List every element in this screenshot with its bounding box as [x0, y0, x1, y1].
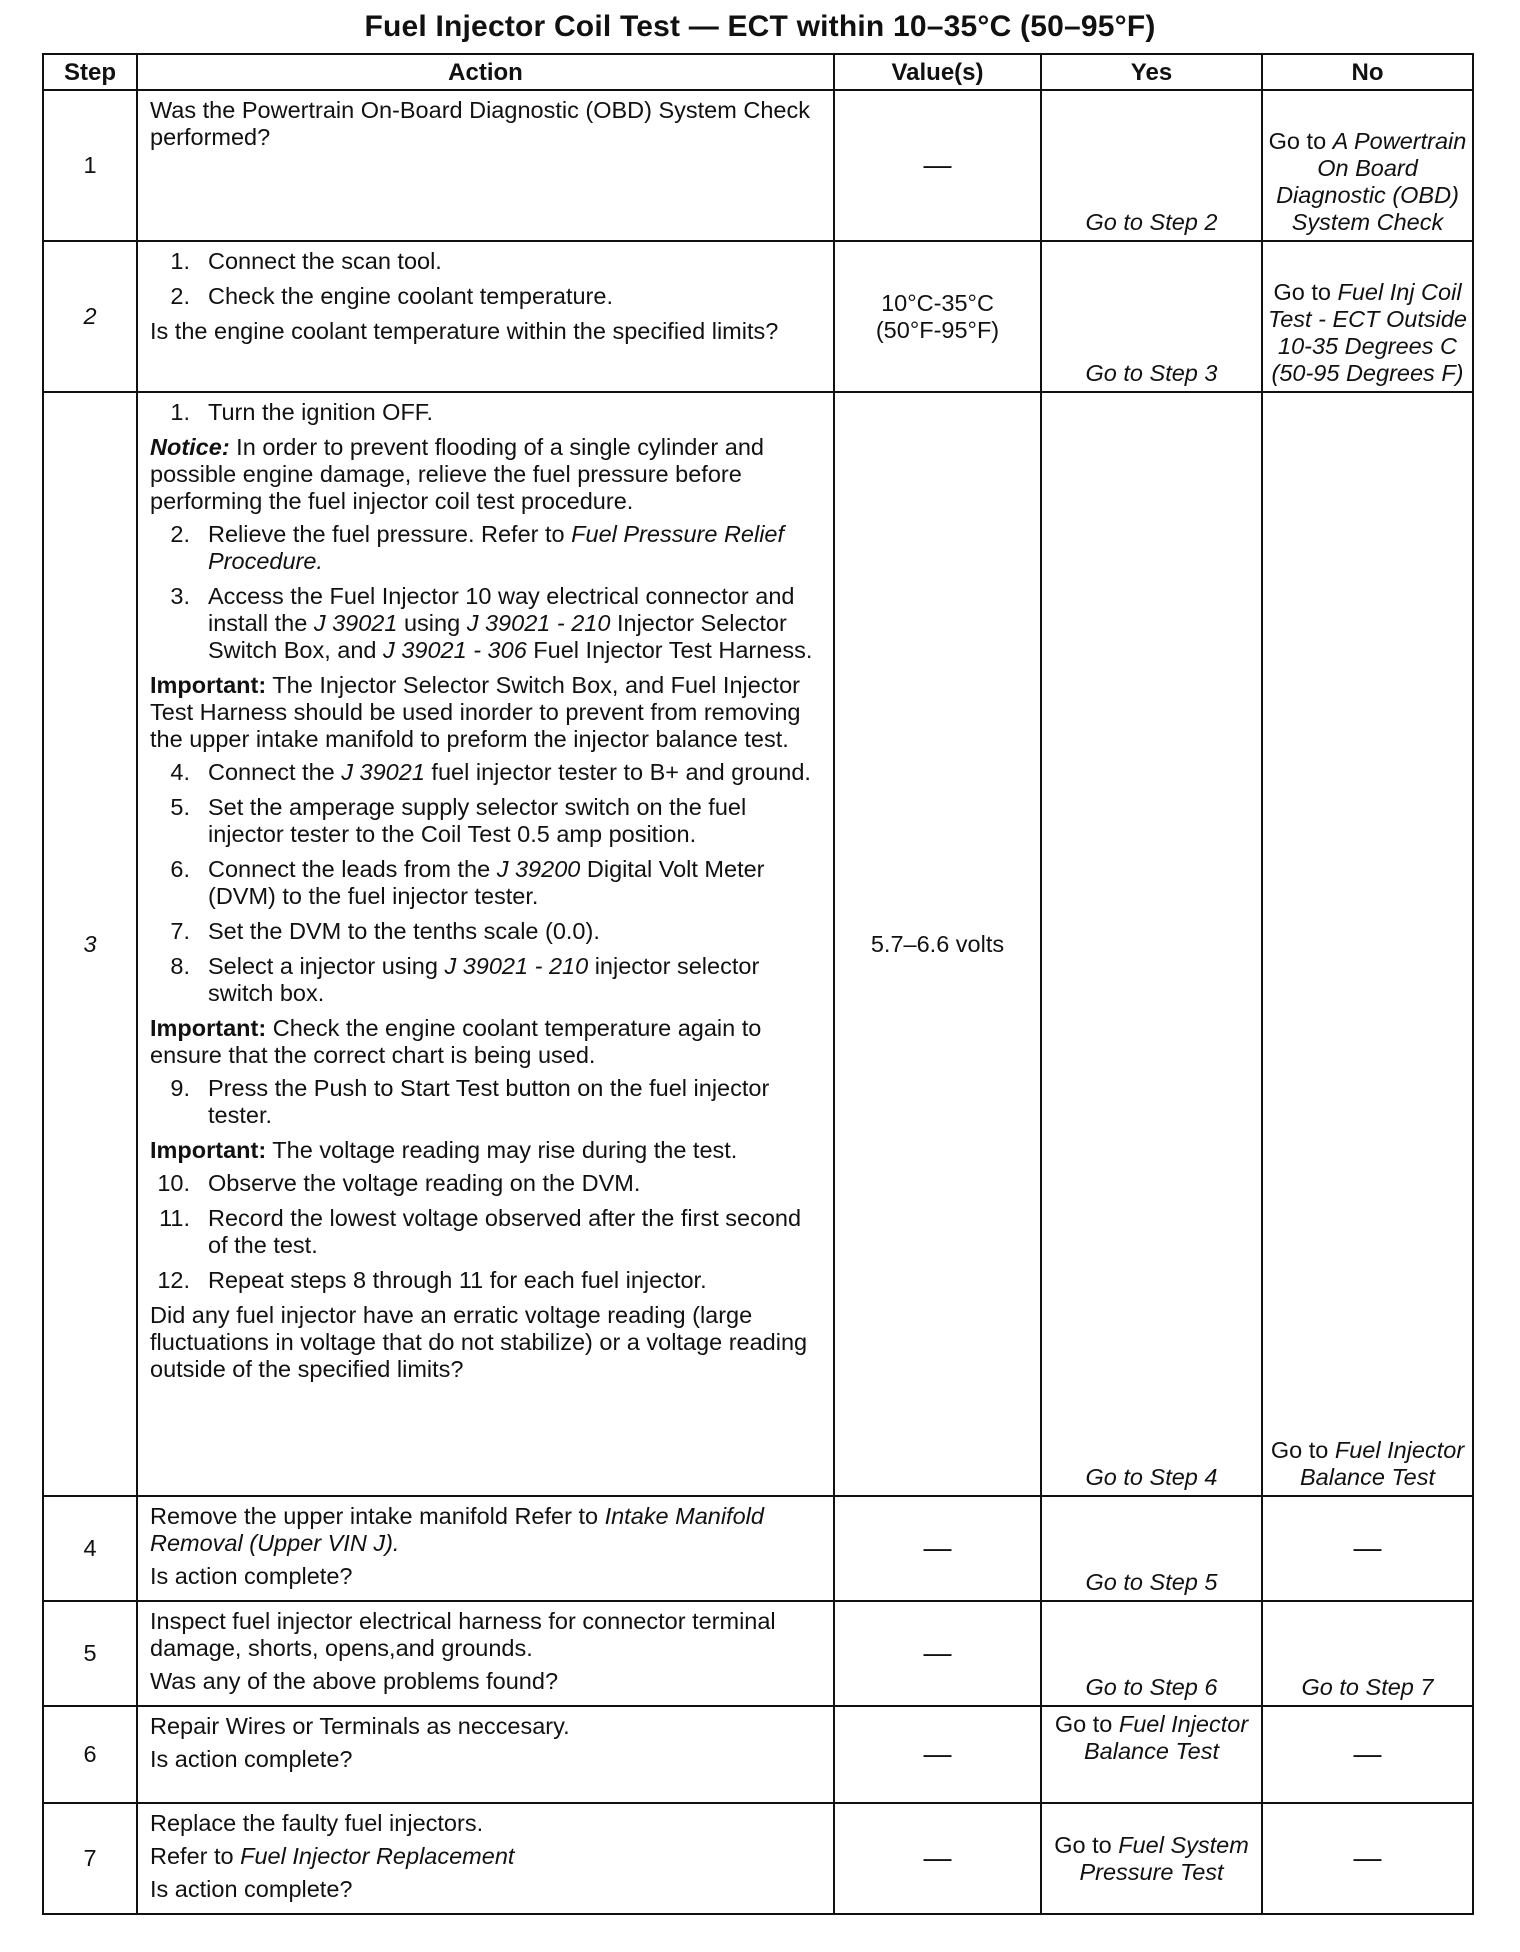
header-action: Action — [137, 54, 834, 90]
no-dash: — — [1353, 1738, 1382, 1769]
action-question: Is action complete? — [150, 1563, 353, 1589]
action-step: 8. Select a injector using J 39021 - 210 injector selector switch box. — [170, 953, 760, 1006]
table-row — [43, 1601, 1473, 1706]
table-row — [43, 1496, 1473, 1601]
table-row — [43, 90, 1473, 241]
table-row — [43, 1706, 1473, 1803]
yes-cell — [1041, 1496, 1262, 1601]
yes-cell — [1041, 1803, 1262, 1914]
value-cell — [834, 1803, 1041, 1914]
value-dash: — — [923, 1532, 952, 1563]
action-step: 11. Record the lowest voltage observed after the first second of the test. — [159, 1205, 802, 1258]
action-cell — [137, 1706, 834, 1803]
yes-link[interactable]: Go to Step 5 — [1085, 1569, 1218, 1595]
action-step: 1. Connect the scan tool. — [170, 248, 442, 274]
yes-link[interactable]: Go to Step 4 — [1085, 1464, 1218, 1490]
value-cell — [834, 1601, 1041, 1706]
no-cell — [1262, 241, 1473, 392]
yes-prefix: Go to — [1054, 1831, 1119, 1858]
no-prefix: Go to — [1268, 128, 1333, 154]
action-cell — [137, 392, 834, 1496]
yes-link[interactable]: Fuel System Pressure Test — [1079, 1831, 1249, 1885]
action-question: Is action complete? — [150, 1876, 353, 1902]
header-step: Step — [43, 54, 137, 90]
action-question: Was any of the above problems found? — [150, 1668, 559, 1694]
action-step: 2. Relieve the fuel pressure. Refer to Fuel Pressure Relief Procedure. — [170, 521, 785, 574]
no-link[interactable]: Fuel Injector Balance Test — [1300, 1437, 1465, 1490]
table-row — [43, 392, 1473, 1496]
important-note: Important: The Injector Selector Switch Box, and Fuel Injector Test Harness should be used inorder to prevent from removing the upper intake manifold to preform the injector balance test. — [150, 672, 801, 752]
yes-cell — [1041, 1706, 1262, 1803]
no-prefix: Go to — [1270, 1437, 1335, 1463]
yes-link[interactable]: Fuel Injector Balance Test — [1084, 1711, 1249, 1764]
page-title: Fuel Injector Coil Test — ECT within 10–35°C (50–95°F) — [364, 10, 1156, 43]
no-dash: — — [1353, 1532, 1382, 1563]
step-number: 6 — [43, 1706, 137, 1803]
value-dash: — — [923, 1637, 952, 1668]
action-step: 3. Access the Fuel Injector 10 way electrical connector and install the J 39021 using J 39021 - 210 Injector Selector Switch Box, and J 39021 - 306 Fuel Injector Test Harness. — [170, 583, 813, 663]
action-text: Repair Wires or Terminals as neccesary. — [150, 1713, 570, 1739]
action-cell — [137, 1601, 834, 1706]
reference-link[interactable]: Intake Manifold Removal (Upper VIN J). — [150, 1503, 764, 1556]
action-step: 7. Set the DVM to the tenths scale (0.0). — [170, 918, 600, 944]
yes-cell — [1041, 241, 1262, 392]
reference-link[interactable]: Fuel Pressure Relief Procedure. — [208, 521, 785, 574]
action-question: Is the engine coolant temperature within the specified limits? — [150, 318, 779, 344]
no-link[interactable]: Fuel Inj Coil Test - ECT Outside 10-35 Degrees C (50-95 Degrees F) — [1268, 279, 1467, 386]
no-cell — [1262, 1706, 1473, 1803]
action-cell — [137, 241, 834, 392]
yes-link[interactable]: Go to Step 3 — [1085, 360, 1218, 386]
step-number: 2 — [43, 241, 137, 392]
value-dash: — — [923, 1738, 952, 1769]
value-cell — [834, 90, 1041, 241]
yes-cell — [1041, 392, 1262, 1496]
action-question: Did any fuel injector have an erratic voltage reading (large fluctuations in voltage that do not stabilize) or a voltage reading outside of the specified limits? — [150, 1302, 808, 1382]
action-cell — [137, 1803, 834, 1914]
no-cell — [1262, 90, 1473, 241]
yes-prefix: Go to — [1054, 1711, 1119, 1737]
value-dash: — — [923, 149, 952, 180]
table-row — [43, 1803, 1473, 1914]
action-text: Inspect fuel injector electrical harness for connector terminal damage, shorts, opens,and grounds. — [150, 1608, 776, 1661]
action-cell — [137, 90, 834, 241]
tool-ref: J 39021 — [313, 610, 398, 636]
step-number: 4 — [43, 1496, 137, 1601]
value-cell — [834, 241, 1041, 392]
value-cell — [834, 1706, 1041, 1803]
no-cell — [1262, 1601, 1473, 1706]
action-step: 1. Turn the ignition OFF. — [170, 399, 434, 425]
header-no: No — [1262, 54, 1473, 90]
header-row — [43, 54, 1473, 90]
step-number: 7 — [43, 1803, 137, 1914]
action-step: 4. Connect the J 39021 fuel injector tester to B+ and ground. — [170, 759, 811, 785]
table-row — [43, 241, 1473, 392]
step-number: 5 — [43, 1601, 137, 1706]
no-prefix: Go to — [1273, 279, 1338, 305]
value-fahrenheit: (50°F-95°F) — [875, 316, 1000, 343]
important-note: Important: Check the engine coolant temperature again to ensure that the correct chart is being used. — [150, 1015, 762, 1068]
notice: Notice: In order to prevent flooding of a single cylinder and possible engine damage, relieve the fuel pressure before performing the fuel injector coil test procedure. — [150, 434, 764, 514]
value-cell — [834, 1496, 1041, 1601]
action-step: 2. Check the engine coolant temperature. — [170, 283, 613, 309]
diagnostic-table — [42, 53, 1474, 1915]
no-link[interactable]: Go to Step 7 — [1301, 1674, 1434, 1700]
yes-cell — [1041, 90, 1262, 241]
action-question: Is action complete? — [150, 1746, 353, 1772]
header-yes: Yes — [1041, 54, 1262, 90]
no-link[interactable]: A Powertrain On Board Diagnostic (OBD) System Check — [1276, 128, 1467, 235]
important-note: Important: The voltage reading may rise during the test. — [150, 1137, 738, 1163]
yes-link[interactable]: Go to Step 6 — [1085, 1674, 1218, 1700]
value-dash: — — [923, 1842, 952, 1873]
header-values: Value(s) — [834, 54, 1041, 90]
value-celsius: 10°C-35°C — [881, 289, 994, 316]
tool-ref: J 39021 — [341, 759, 425, 785]
action-step: 5. Set the amperage supply selector switch on the fuel injector tester to the Coil Test 0.5 amp position. — [170, 794, 747, 847]
step-number: 3 — [43, 392, 137, 1496]
action-step: 12. Repeat steps 8 through 11 for each fuel injector. — [157, 1267, 707, 1293]
step-number: 1 — [43, 90, 137, 241]
no-dash: — — [1353, 1842, 1382, 1873]
tool-ref: J 39200 — [496, 856, 581, 882]
tool-ref: J 39021 - 306 — [383, 637, 527, 663]
action-step: 6. Connect the leads from the J 39200 Digital Volt Meter (DVM) to the fuel injector tester. — [170, 856, 765, 909]
reference-link[interactable]: Fuel Injector Replacement — [240, 1843, 515, 1869]
yes-cell — [1041, 1601, 1262, 1706]
value-cell: 5.7–6.6 volts — [834, 392, 1041, 1496]
action-step: 10. Observe the voltage reading on the DVM. — [157, 1170, 641, 1196]
action-cell — [137, 1496, 834, 1601]
action-text: Remove the upper intake manifold Refer to Intake Manifold Removal (Upper VIN J). — [150, 1503, 764, 1556]
yes-link[interactable]: Go to Step 2 — [1085, 209, 1218, 235]
action-text: Refer to Fuel Injector Replacement — [150, 1843, 515, 1869]
tool-ref: J 39021 - 210 — [444, 953, 589, 979]
no-cell — [1262, 1496, 1473, 1601]
action-question: Was the Powertrain On-Board Diagnostic (OBD) System Check performed? — [150, 97, 810, 150]
no-cell — [1262, 392, 1473, 1496]
tool-ref: J 39021 - 210 — [466, 610, 611, 636]
action-text: Replace the faulty fuel injectors. — [150, 1810, 484, 1836]
no-cell — [1262, 1803, 1473, 1914]
action-step: 9. Press the Push to Start Test button on the fuel injector tester. — [170, 1075, 770, 1128]
